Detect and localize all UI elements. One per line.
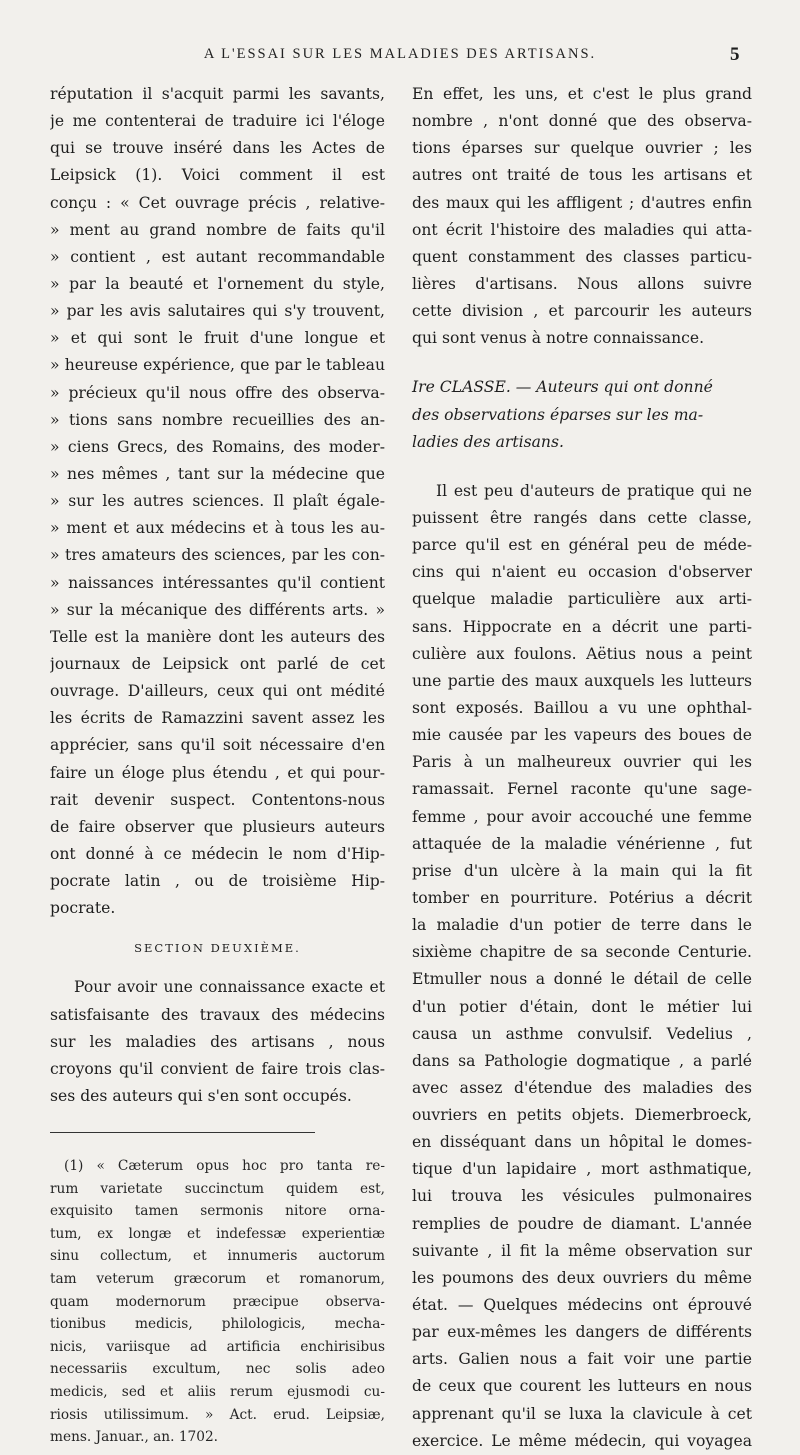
text-line: » ciens Grecs, des Romains, des moder- [50,437,385,456]
text-line: je me contenterai de traduire ici l'éloge [50,112,385,131]
left-paragraph-2 [50,974,385,1110]
footnote-line: tionibus medicis, philologicis, mecha- [50,1316,385,1333]
text-line: » précieux qu'il nous offre des observa- [50,383,385,402]
text-line: » heureuse expérience, que par le tableau [50,356,385,375]
footnote-line: necessariis excultum, nec solis adeo [50,1361,385,1378]
text-line: Pour avoir une connaissance exacte et [74,978,385,997]
text-line: apprécier, sans qu'il soit nécessaire d'en [50,736,385,755]
text-line: conçu : « Cet ouvrage précis , relative- [50,193,385,212]
text-line: croyons qu'il convient de faire trois clas- [50,1059,385,1078]
text-line: faire un éloge plus étendu , et qui pour- [50,763,385,782]
text-line: » ment au grand nombre de faits qu'il [50,220,385,239]
text-line: ramassait. Fernel raconte qu'une sage- [412,780,752,799]
text-line: suivante , il fit la même observation sur [412,1241,752,1260]
text-line: remplies de poudre de diamant. L'année [412,1214,752,1233]
text-line: Telle est la manière dont les auteurs des [50,627,385,646]
text-line: les poumons des deux ouvriers du même [412,1268,752,1287]
text-line: de faire observer que plusieurs auteurs [50,817,385,836]
text-line: mie causée par les vapeurs des boues de [412,726,752,745]
text-line: avec assez d'étendue des maladies des [412,1078,752,1097]
class-heading-line: des observations éparses sur les ma- [412,405,704,424]
footnote-line: sinu collectum, et innumeris auctorum [50,1248,385,1265]
text-line: quent constamment des classes particu- [412,247,752,266]
text-line: ont donné à ce médecin le nom d'Hip- [50,844,385,863]
footnote-line: rum varietate succinctum quidem est, [50,1180,385,1197]
text-line: cette division , et parcourir les auteurs [412,302,752,321]
footnote-line: tam veterum græcorum et romanorum, [50,1271,385,1288]
class-heading-line: ladies des artisans. [412,432,564,451]
right-paragraph-1 [412,81,752,352]
text-line: apprenant qu'il se luxa la clavicule à cet [412,1404,752,1423]
text-line: ouvriers en petits objets. Diemerbroeck, [412,1106,752,1125]
text-line: tomber en pourriture. Potérius a décrit [412,888,752,907]
text-line: de ceux que courent les lutteurs en nous [412,1377,752,1396]
text-line: satisfaisante des travaux des médecins [50,1005,385,1024]
text-line: » tres amateurs des sciences, par les con- [50,546,385,565]
footnote-line: tum, ex longæ et indefessæ experientiæ [50,1225,385,1242]
text-line: en disséquant dans un hôpital le domes- [412,1133,752,1152]
footnote-line: riosis utilissimum. » Act. erud. Leipsiæ, [50,1406,385,1423]
text-line: En effet, les uns, et c'est le plus grand [412,85,752,103]
text-line: Etmuller nous a donné le détail de celle [412,970,752,989]
class-heading [412,374,752,455]
text-line: ses des auteurs qui s'en sont occupés. [50,1086,352,1105]
left-column [50,81,385,1449]
text-line: journaux de Leipsick ont parlé de cet [50,654,385,673]
text-line: la maladie d'un potier de terre dans le [412,916,752,935]
text-line: » par la beauté et l'ornement du style, [50,274,385,293]
footnote-line: medicis, sed et aliis rerum ejusmodi cu- [50,1384,385,1400]
text-line: Leipsick (1). Voici comment il est [50,166,385,185]
text-line: » nes mêmes , tant sur la médecine que [50,464,385,483]
left-paragraph-1 [50,81,385,922]
text-line: réputation il s'acquit parmi les savants, [50,85,385,103]
text-line: sans. Hippocrate en a décrit une parti- [412,617,752,636]
text-line: » sur les autres sciences. Il plaît égale- [50,492,385,511]
text-line: les écrits de Ramazzini savent assez les [50,709,385,728]
footnote-line: quam modernorum præcipue observa- [50,1293,385,1310]
text-line: » naissances intéressantes qu'il contient [50,573,385,592]
text-line: culière aux foulons. Aëtius nous a peint [412,644,752,663]
text-line: » tions sans nombre recueillies des an- [50,410,385,429]
text-line: sixième chapitre de sa seconde Centurie. [412,943,752,962]
text-line: arts. Galien nous a fait voir une partie [412,1350,752,1369]
running-title: A L'ESSAI SUR LES MALADIES DES ARTISANS. [203,46,597,62]
text-line: cins qui n'aient eu occasion d'observer [412,563,752,582]
text-line: pocrate latin , ou de troisième Hip- [50,872,385,891]
text-line: dans sa Pathologie dogmatique , a parlé [412,1051,752,1070]
text-line: nombre , n'ont donné que des observa- [412,112,752,131]
text-line: puissent être rangés dans cette classe, [412,508,752,527]
text-line: rait devenir suspect. Contentons-nous [50,790,385,809]
text-line: par eux-mêmes les dangers de différents [412,1323,752,1342]
running-head [0,46,800,66]
text-line: attaquée de la maladie vénérienne , fut [412,834,752,853]
text-line: autres ont traité de tous les artisans et [412,166,752,185]
text-line: des maux qui les affligent ; d'autres enfin [412,193,752,212]
text-line: femme , pour avoir accouché une femme [412,807,752,826]
text-line: » et qui sont le fruit d'une longue et [50,329,385,348]
text-line: prise d'un ulcère à la main qui la fit [412,861,752,880]
page-number: 5 [730,44,740,65]
footnote-line: mens. Januar., an. 1702. [50,1429,219,1446]
text-line: » contient , est autant recommandable [50,247,385,266]
footnote-line: (1) « Cæterum opus hoc pro tanta re- [64,1158,385,1175]
text-line: lières d'artisans. Nous allons suivre [412,274,752,293]
text-line: Il est peu d'auteurs de pratique qui ne [436,481,752,500]
footnote [50,1155,385,1449]
text-line: qui sont venus à notre connaissance. [412,329,705,348]
text-line: lui trouva les vésicules pulmonaires [412,1187,752,1206]
text-line: parce qu'il est en général peu de méde- [412,536,752,555]
class-heading-line: Ire CLASSE. — Auteurs qui ont donné [412,378,713,397]
text-line: causa un asthme convulsif. Vedelius , [412,1024,752,1043]
text-line: ont écrit l'histoire des maladies qui atta- [412,220,752,239]
text-line: une partie des maux auxquels les lutteurs [412,671,752,690]
text-line: qui se trouve inséré dans les Actes de [50,139,385,158]
text-line: exercice. Le même médecin, qui voyagea [412,1431,752,1450]
text-line: tions éparses sur quelque ouvrier ; les [412,139,752,158]
text-line: d'un potier d'étain, dont le métier lui [412,997,752,1016]
text-line: ouvrage. D'ailleurs, ceux qui ont médité [50,682,385,701]
right-paragraph-2 [412,478,752,1455]
right-column [412,81,752,1455]
text-line: Paris à un malheureux ouvrier qui les [412,753,752,772]
text-line: sur les maladies des artisans , nous [50,1032,385,1051]
text-line: » sur la mécanique des différents arts. » [50,600,385,619]
text-line: » par les avis salutaires qui s'y trouvent, [50,302,385,321]
footnote-line: exquisito tamen sermonis nitore orna- [50,1203,385,1220]
text-line: tique d'un lapidaire , mort asthmatique, [412,1160,752,1179]
text-line: » ment et aux médecins et à tous les au- [50,519,385,538]
text-line: état. — Quelques médecins ont éprouvé [412,1296,752,1315]
text-line: pocrate. [50,899,116,918]
footnote-line: nicis, variisque ad artificia enchirisibus [50,1338,385,1355]
section-heading: SECTION DEUXIÈME. [134,941,301,956]
text-line: quelque maladie particulière aux arti- [412,590,752,609]
text-line: sont exposés. Baillou a vu une ophthal- [412,698,752,717]
